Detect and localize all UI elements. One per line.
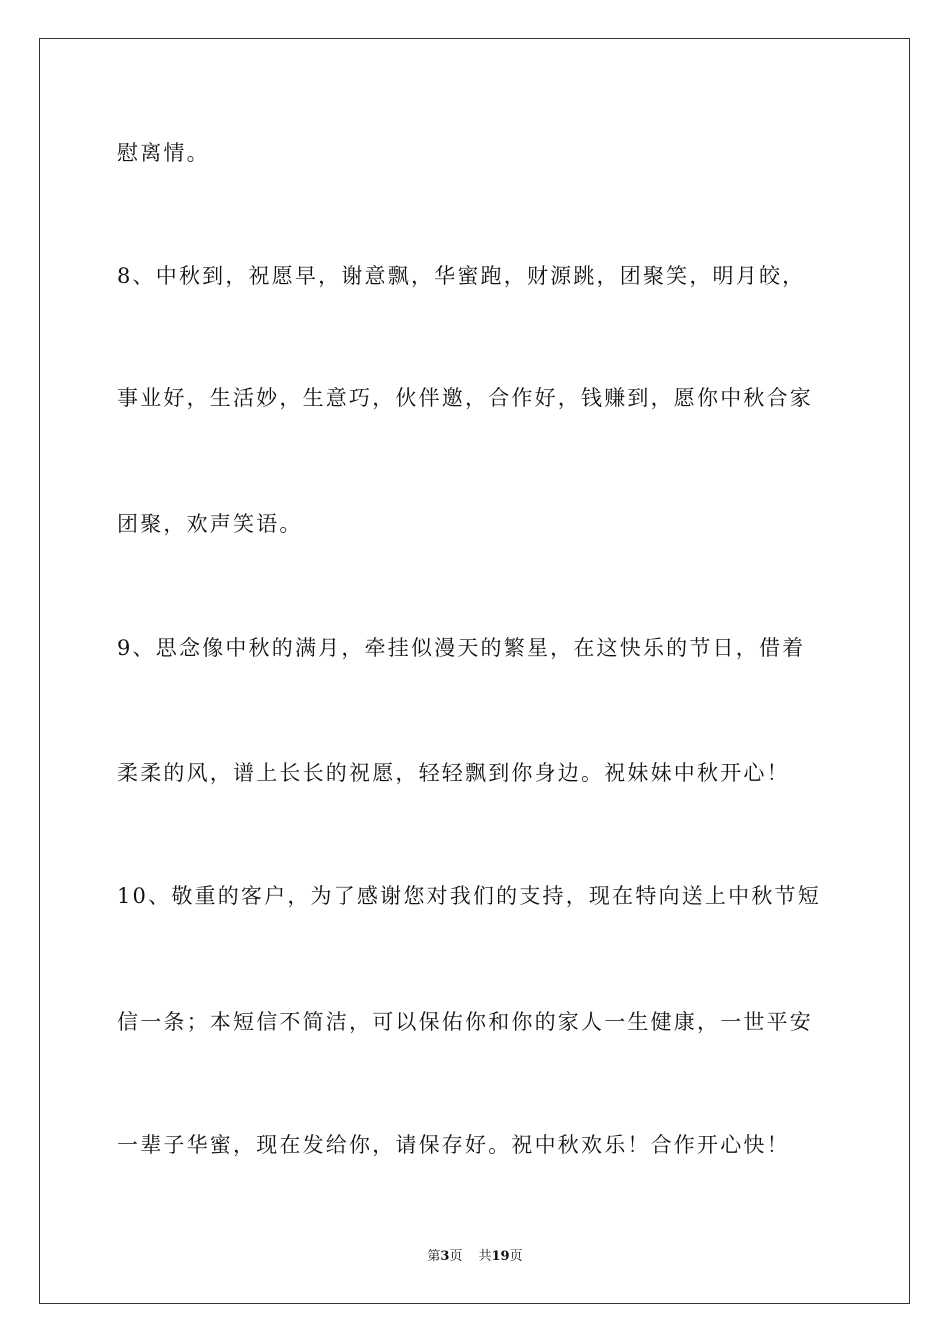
- total-prefix: 共: [478, 1249, 492, 1264]
- total-suffix: 页: [509, 1249, 523, 1264]
- body-text-line: 信一条；本短信不简洁，可以保佑你和你的家人一生健康，一世平安: [117, 1010, 813, 1034]
- page-number-total: 19: [491, 1249, 510, 1264]
- body-text-line: 事业好，生活妙，生意巧，伙伴邀，合作好，钱赚到，愿你中秋合家: [117, 386, 813, 410]
- page-suffix: 页: [449, 1249, 463, 1264]
- page-prefix: 第: [427, 1249, 441, 1264]
- body-text-line: 10、敬重的客户，为了感谢您对我们的支持，现在特向送上中秋节短: [117, 884, 821, 908]
- body-text-line: 8、中秋到，祝愿早，谢意飘，华蜜跑，财源跳，团聚笑，明月皎，: [117, 264, 806, 288]
- body-text-line: 一辈子华蜜，现在发给你，请保存好。祝中秋欢乐！合作开心快！: [117, 1133, 790, 1157]
- body-text-line: 团聚，欢声笑语。: [117, 512, 303, 536]
- body-text-line: 9、思念像中秋的满月，牵挂似漫天的繁星，在这快乐的节日，借着: [117, 636, 806, 660]
- page-number-current: 3: [440, 1249, 450, 1264]
- page-frame: [39, 38, 910, 1304]
- body-text-line: 慰离情。: [117, 141, 210, 165]
- body-text-line: 柔柔的风，谱上长长的祝愿，轻轻飘到你身边。祝妹妹中秋开心！: [117, 761, 790, 785]
- page-footer: [0, 1248, 950, 1266]
